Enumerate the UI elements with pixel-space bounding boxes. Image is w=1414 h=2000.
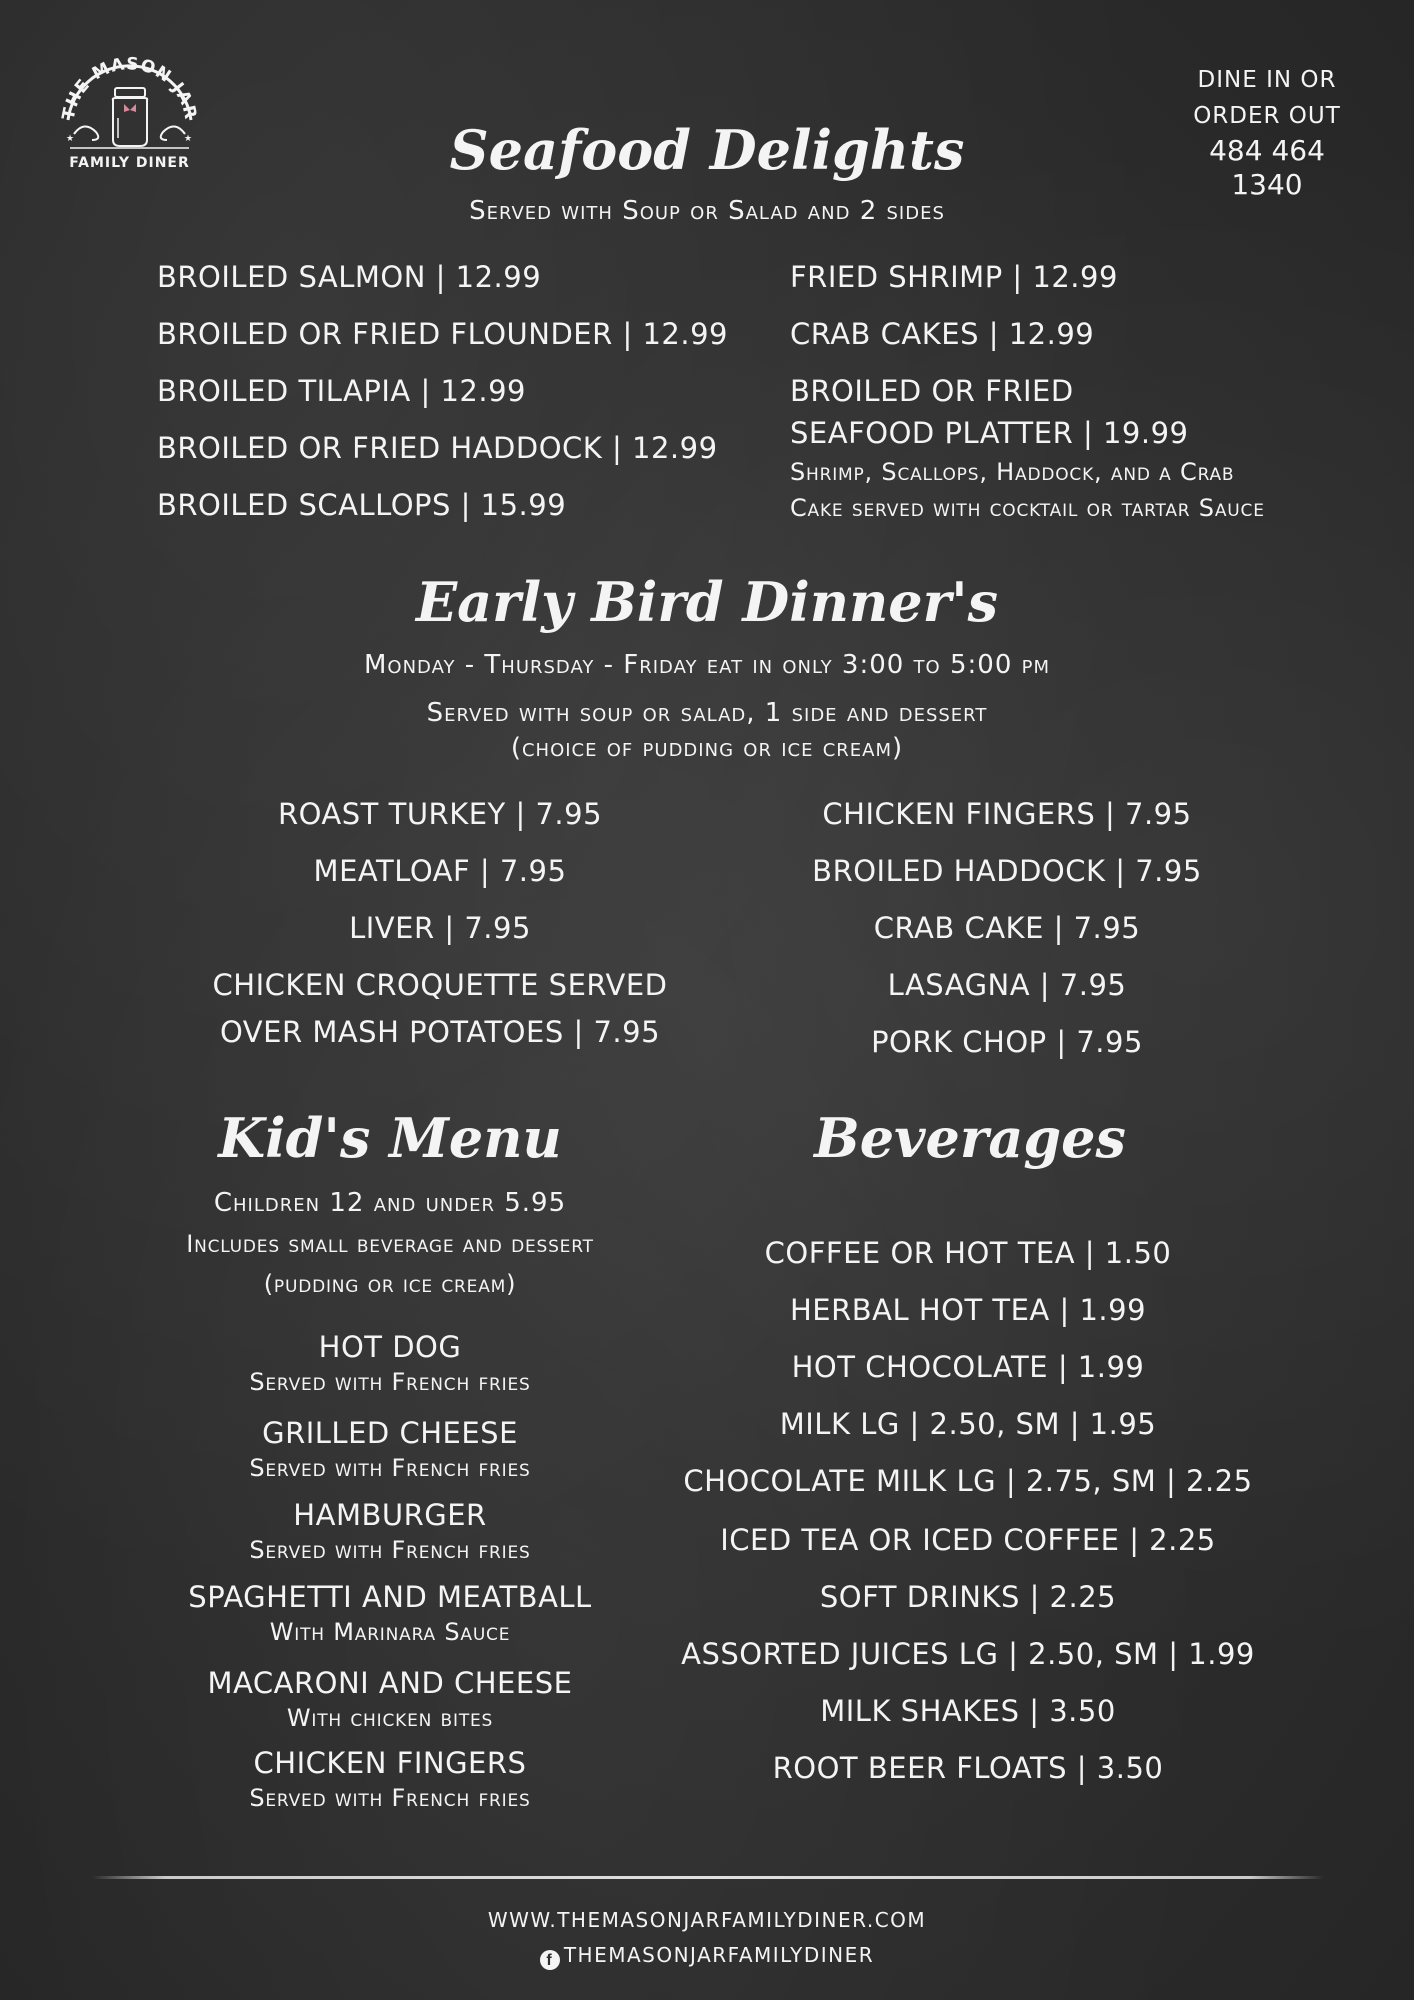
seafood-title: Seafood Delights: [449, 118, 965, 182]
early-bird-title: Early Bird Dinner's: [415, 570, 999, 634]
kids-item-desc: With Marinara Sauce: [269, 1618, 511, 1646]
beverage-item: MILK SHAKES | 3.50: [820, 1694, 1116, 1728]
contact-line-1: DINE IN OR: [1197, 67, 1337, 93]
kids-note-3: (pudding or ice cream): [263, 1270, 517, 1298]
seafood-item: BROILED OR FRIED FLOUNDER | 12.99: [157, 317, 728, 351]
kids-item-desc: Served with French fries: [249, 1536, 531, 1564]
facebook-link[interactable]: [0, 1943, 1414, 1970]
kids-item-name: MACARONI AND CHEESE: [207, 1666, 573, 1700]
kids-note-1: Children 12 and under 5.95: [213, 1188, 567, 1218]
beverage-item: SOFT DRINKS | 2.25: [819, 1580, 1117, 1614]
kids-note-2: Includes small beverage and dessert: [186, 1230, 594, 1258]
website-link[interactable]: WWW.THEMASONJARFAMILYDINER.COM: [487, 1908, 927, 1932]
seafood-item: BROILED TILAPIA | 12.99: [157, 374, 526, 408]
early-bird-note-2: (choice of pudding or ice cream): [510, 733, 904, 763]
logo-arc-text: THE MASON JAR: [58, 54, 201, 122]
kids-item-name: HOT DOG: [318, 1330, 462, 1364]
beverage-item: CHOCOLATE MILK LG | 2.75, SM | 2.25: [683, 1464, 1253, 1498]
platter-line-2: SEAFOOD PLATTER | 19.99: [790, 416, 1189, 450]
footer-divider: [92, 1876, 1324, 1879]
early-bird-item: ROAST TURKEY | 7.95: [277, 797, 603, 831]
early-bird-item: CRAB CAKE | 7.95: [873, 911, 1141, 945]
kids-item-name: SPAGHETTI AND MEATBALL: [188, 1580, 592, 1614]
kids-item-desc: Served with French fries: [249, 1454, 531, 1482]
early-bird-note-1: Served with soup or salad, 1 side and dessert: [426, 698, 988, 728]
kids-item-name: GRILLED CHEESE: [262, 1416, 518, 1450]
early-bird-item: BROILED HADDOCK | 7.95: [812, 854, 1202, 888]
early-bird-item: LIVER | 7.95: [349, 911, 531, 945]
beverage-item: MILK LG | 2.50, SM | 1.95: [779, 1407, 1157, 1441]
kids-item-desc: Served with French fries: [249, 1368, 531, 1396]
kids-item-desc: Served with French fries: [249, 1784, 531, 1812]
svg-text:★: ★: [66, 134, 75, 144]
croquette-line-2: OVER MASH POTATOES | 7.95: [219, 1015, 661, 1049]
beverage-item: COFFEE OR HOT TEA | 1.50: [764, 1236, 1172, 1270]
croquette-line-1: CHICKEN CROQUETTE SERVED: [212, 968, 668, 1002]
kids-item-desc: With chicken bites: [286, 1704, 494, 1732]
facebook-icon: f: [540, 1950, 560, 1970]
beverage-item: HERBAL HOT TEA | 1.99: [789, 1293, 1147, 1327]
kids-item-name: HAMBURGER: [293, 1498, 487, 1532]
phone-number: 484 464 1340: [1209, 134, 1325, 201]
kids-item-name: CHICKEN FINGERS: [253, 1746, 527, 1780]
beverage-item: ROOT BEER FLOATS | 3.50: [772, 1751, 1164, 1785]
seafood-item: CRAB CAKES | 12.99: [790, 317, 1095, 351]
early-bird-item: LASAGNA | 7.95: [887, 968, 1127, 1002]
beverages-title: Beverages: [814, 1106, 1126, 1170]
beverage-item: HOT CHOCOLATE | 1.99: [791, 1350, 1145, 1384]
early-bird-item: MEATLOAF | 7.95: [313, 854, 567, 888]
svg-text:★: ★: [184, 134, 193, 144]
beverage-item: ASSORTED JUICES LG | 2.50, SM | 1.99: [681, 1637, 1255, 1671]
platter-line-1: BROILED OR FRIED: [790, 374, 1074, 408]
platter-desc-1: Shrimp, Scallops, Haddock, and a Crab: [790, 458, 1235, 486]
beverage-item: ICED TEA OR ICED COFFEE | 2.25: [720, 1523, 1216, 1557]
seafood-subtitle: Served with Soup or Salad and 2 sides: [469, 196, 945, 226]
seafood-item: BROILED OR FRIED HADDOCK | 12.99: [157, 431, 718, 465]
contact-line-2: ORDER OUT: [1193, 103, 1341, 129]
early-bird-item: CHICKEN FINGERS | 7.95: [822, 797, 1192, 831]
seafood-item: BROILED SALMON | 12.99: [157, 260, 542, 294]
seafood-item: FRIED SHRIMP | 12.99: [790, 260, 1118, 294]
seafood-item: BROILED SCALLOPS | 15.99: [157, 488, 567, 522]
facebook-handle: THEMASONJARFAMILYDINER: [563, 1943, 875, 1967]
platter-desc-2: Cake served with cocktail or tartar Sauce: [790, 494, 1265, 522]
kids-title: Kid's Menu: [218, 1106, 562, 1170]
early-bird-item: PORK CHOP | 7.95: [871, 1025, 1143, 1059]
logo-bottom-text: FAMILY DINER: [69, 155, 190, 171]
early-bird-hours: Monday - Thursday - Friday eat in only 3:00 to 5:00 pm: [363, 650, 1051, 680]
